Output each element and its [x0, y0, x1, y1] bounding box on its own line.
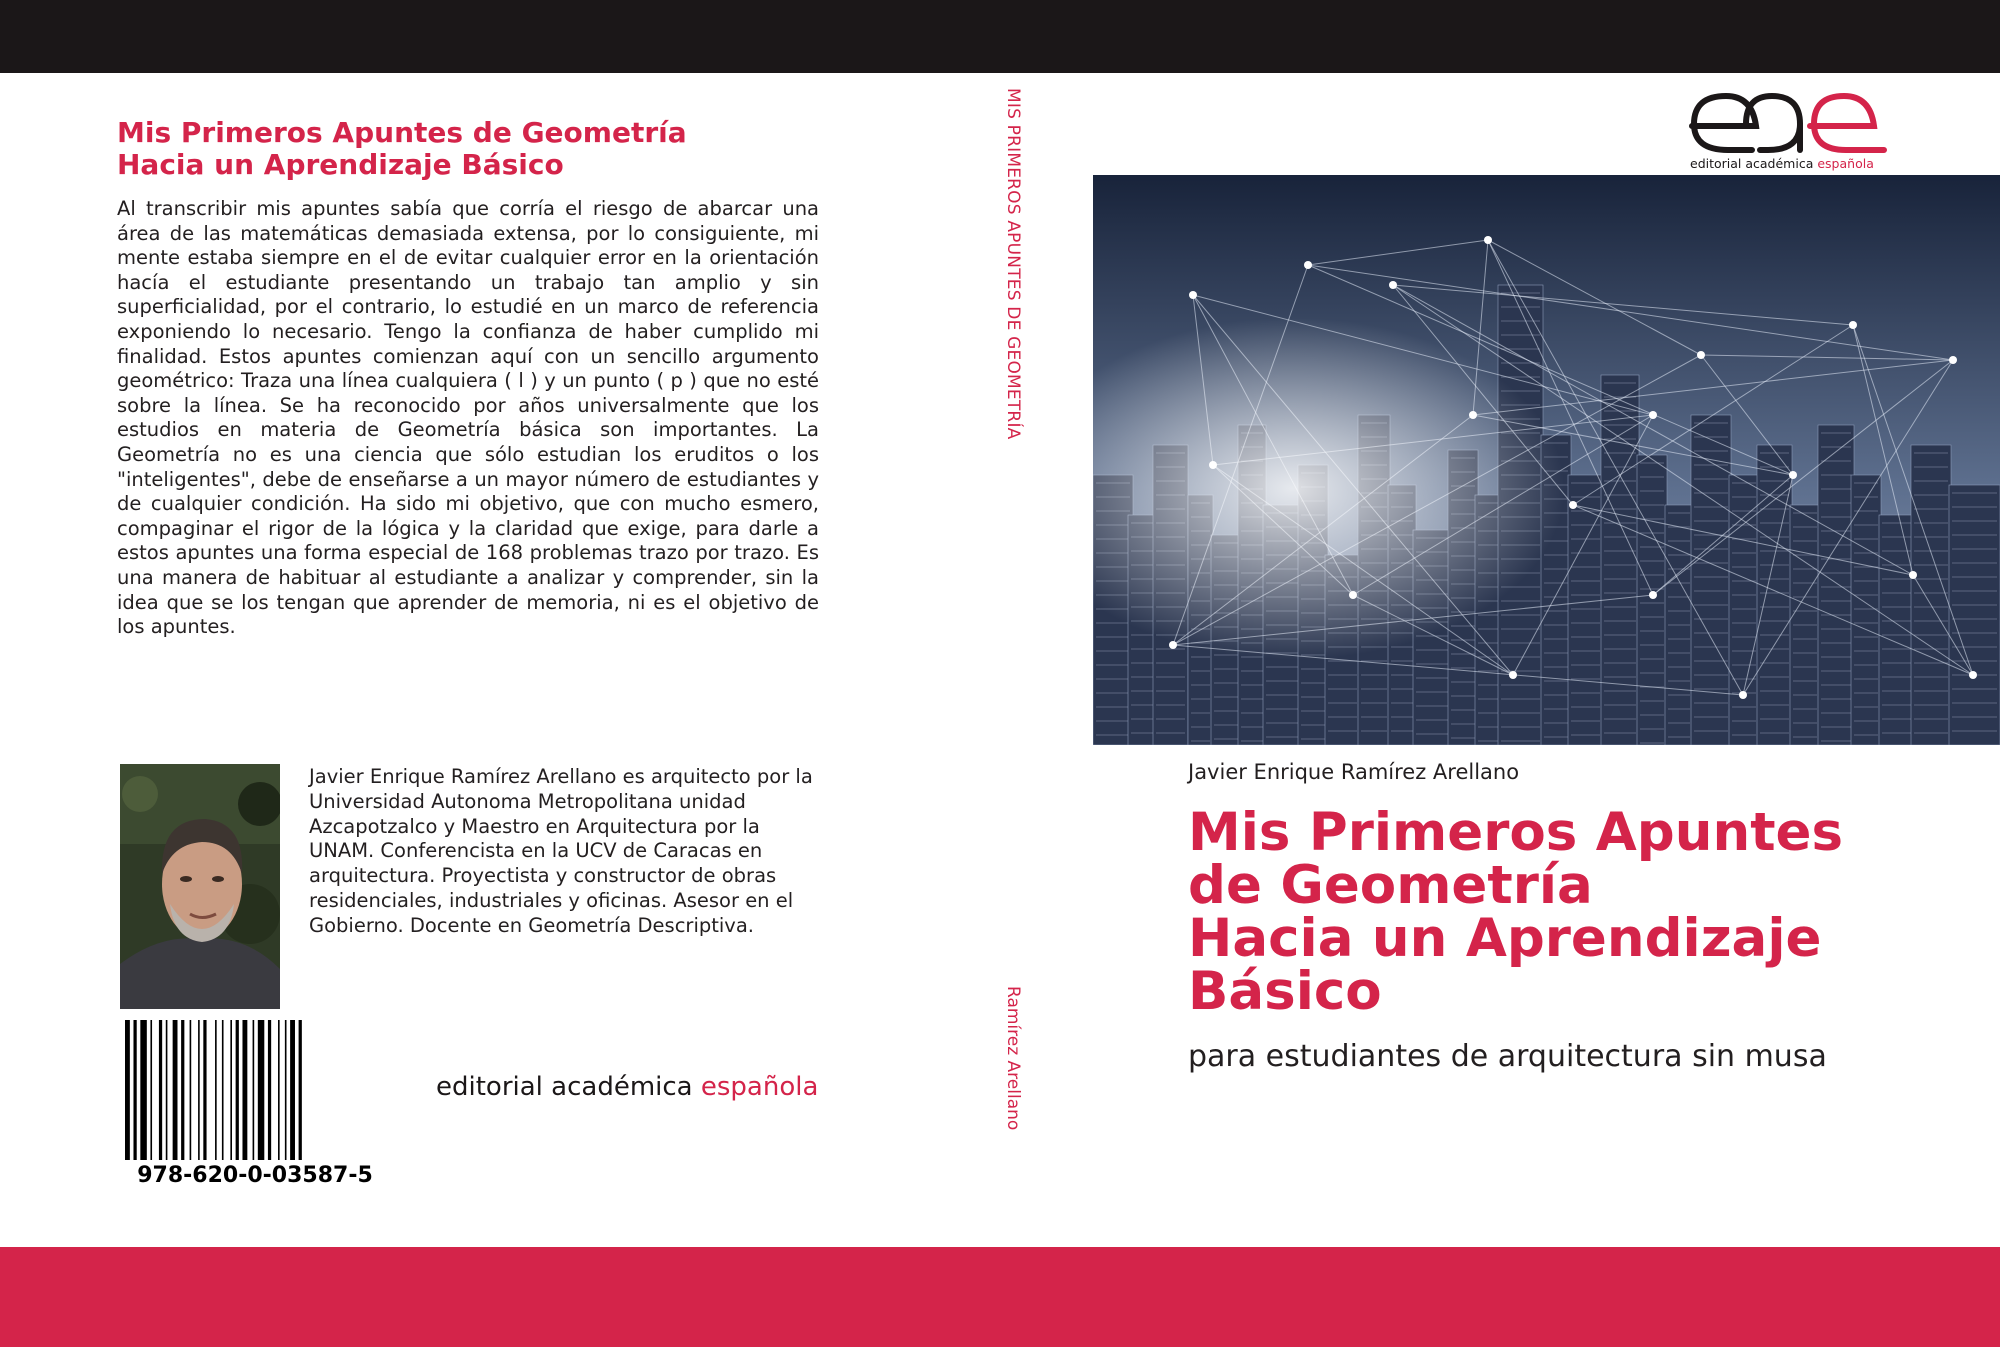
back-title-line-1: Mis Primeros Apuntes de Geometría [117, 116, 687, 149]
bottom-band [0, 1247, 2000, 1347]
logo-caption-part-2: española [1817, 156, 1874, 171]
author-bio: Javier Enrique Ramírez Arellano es arquitecto por la Universidad Autonoma Metropolitana unidad Azcapotzalco y Maestro en Arquitectura por la UNAM. Conferencista en la UCV de Caracas en arquitectura. Proyectista y constructor de obras residenciales, industriales y oficinas. Asesor en el Gobierno. Docente en Geometría Descriptiva. [309, 765, 813, 937]
back-cover-title [117, 117, 837, 181]
isbn-number: 978-620-0-03587-5 [137, 1163, 373, 1188]
front-subtitle: para estudiantes de arquitectura sin musa [1188, 1039, 1827, 1074]
front-cover-title [1188, 802, 1978, 1022]
back-cover-blurb: Al transcribir mis apuntes sabía que corría el riesgo de abarcar una área de las matemáticas demasiada extensa, por lo consiguiente, mi mente estaba siempre en el de evitar cualquier error en la orientación hacía el estudiante presentando un trabajo tan amplio y sin superficialidad, por el contrario, lo estudié en un marco de referencia exponiendo lo necesario. Tengo la confianza de haber cumplido mi finalidad. Estos apuntes comienzan aquí con un sencillo argumento geométrico: Traza una línea cualquiera ( l ) y un punto ( p ) que no esté sobre la línea. Se ha reconocido por años universalmente que los estudios en materia de Geometría básica son importantes. La Geometría no es una ciencia que sólo estudian los eruditos o los "inteligentes", debe de enseñarse a un mayor número de estudiantes y de cualquier condición. Ha sido mi objetivo, que con mucho esmero, compaginar el rigor de la lógica y la claridad que exige, para darle a estos apuntes una forma especial de 168 problemas trazo por trazo. Es una manera de habituar al estudiante a analizar y comprender, sin la idea que se los tengan que aprender de memoria, ni es el objetivo de los apuntes. [117, 197, 819, 639]
back-title-line-2: Hacia un Aprendizaje Básico [117, 148, 564, 181]
front-title-line-2: de Geometría [1188, 855, 1593, 916]
publisher-part-2: española [700, 1072, 819, 1102]
spine-author: Ramírez Arellano [1003, 986, 1023, 1131]
front-author: Javier Enrique Ramírez Arellano [1188, 760, 1520, 784]
top-band [0, 0, 2000, 73]
front-title-line-4: Básico [1188, 961, 1382, 1022]
author-photo [120, 764, 280, 1009]
front-title-line-1: Mis Primeros Apuntes [1188, 802, 1844, 863]
spine-title: MIS PRIMEROS APUNTES DE GEOMETRÍA [1003, 88, 1023, 440]
logo-caption-part-1: editorial académica [1690, 156, 1814, 171]
publisher-part-1: editorial académica [436, 1072, 693, 1102]
back-publisher-name [436, 1072, 818, 1102]
logo-caption [1690, 156, 1874, 171]
front-title-line-3: Hacia un Aprendizaje [1188, 908, 1822, 969]
cover-image-cityscape [1093, 175, 2000, 745]
